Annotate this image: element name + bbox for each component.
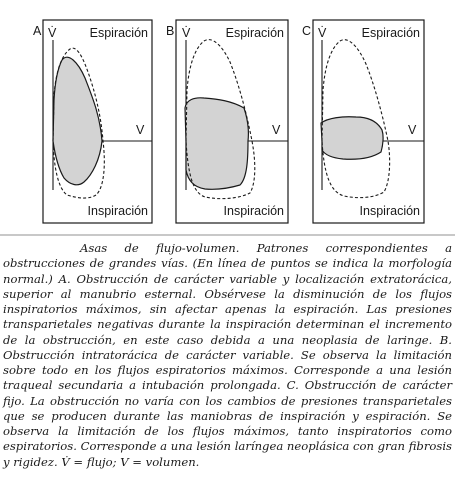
panel-c xyxy=(302,20,424,223)
panel-a-top-label: Espiración xyxy=(89,26,148,40)
panel-a-bottom-label: Inspiración xyxy=(87,204,148,218)
panel-c-letter: C xyxy=(302,24,312,38)
panel-c-bottom-label: Inspiración xyxy=(359,204,420,218)
panel-a-obstructed-loop xyxy=(53,57,102,185)
panel-c-top-label: Espiración xyxy=(361,26,420,40)
panel-c-x-axis-label: V xyxy=(408,123,417,137)
panel-b-bottom-label: Inspiración xyxy=(223,204,284,218)
panel-c-obstructed-loop xyxy=(321,117,383,159)
panel-b-y-axis-label: V̇ xyxy=(182,26,191,40)
panel-a-letter: A xyxy=(33,24,42,38)
panel-b-obstructed-loop xyxy=(185,98,248,189)
panel-b-x-axis-label: V xyxy=(272,123,281,137)
panel-b-letter: B xyxy=(166,24,175,38)
panel-a xyxy=(33,20,152,223)
panel-a-x-axis-label: V xyxy=(136,123,145,137)
panel-c-y-axis-label: V̇ xyxy=(318,26,327,40)
panel-b xyxy=(166,20,288,223)
figure-caption: Asas de flujo-volumen. Patrones correspondientes a obstrucciones de grandes vías. (En línea de puntos se indica la morfología normal.) A. Obstrucción de carácter variable y localización extratorácica, superior al manubrio esternal. Obsérvese la disminución de los flujos inspiratorios máximos, sin afectar apenas la espiración. Las presiones transparietales negativas durante la inspiración determinan el incremento de la obstrucción, en este caso debida a una neoplasia de laringe. B. Obstrucción intratorácica de carácter variable. Se observa la limitación sobre todo en los flujos espiratorios máximos. Corresponde a una lesión traqueal secundaria a intubación prolongada. C. Obstrucción de carácter fijo. La obstrucción no varía con los cambios de presiones transparietales que se producen durante las maniobras de inspiración y espiración. Se observa la limitación de los flujos máximos, tanto inspiratorios como espiratorios. Corresponde a una lesión laríngea neoplásica con gran fibrosis y rigidez. V̇ = flujo; V = volumen. xyxy=(3,241,452,469)
panel-a-y-axis-label: V̇ xyxy=(48,26,57,40)
panel-b-top-label: Espiración xyxy=(225,26,284,40)
